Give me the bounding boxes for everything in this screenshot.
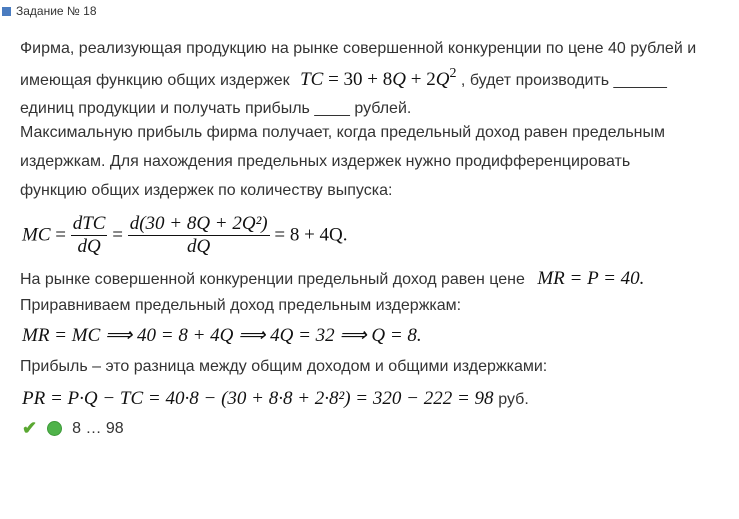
mr-equals-p: MR = P = 40. bbox=[537, 268, 645, 289]
problem-line-3: единиц продукции и получать прибыль ____ рублей. bbox=[20, 100, 412, 117]
tc-power: 2 bbox=[449, 66, 457, 81]
problem-line-1: Фирма, реализующая продукцию на рынке совершенной конкуренции по цене 40 рублей и bbox=[20, 40, 697, 57]
mc-num-2: d(30 + 8Q + 2Q²) bbox=[129, 213, 268, 234]
mc-den-2: dQ bbox=[187, 236, 211, 257]
mc-result: = 8 + 4Q. bbox=[274, 224, 348, 246]
answer-row bbox=[22, 418, 124, 439]
solution-line-4 bbox=[20, 268, 644, 290]
mc-fraction-2 bbox=[128, 213, 270, 258]
task-title: Задание № 18 bbox=[16, 4, 97, 18]
tc-formula bbox=[300, 66, 461, 90]
solution-line-2: издержкам. Для нахождения предельных издержек нужно продифференцировать bbox=[20, 153, 631, 170]
solution-line-1: Максимальную прибыль фирма получает, когда предельный доход равен предельным bbox=[20, 124, 665, 141]
solution-line-5: Приравниваем предельный доход предельным издержкам: bbox=[20, 297, 462, 314]
equilibrium-equation: MR = MC ⟹ 40 = 8 + 4Q ⟹ 4Q = 32 ⟹ Q = 8. bbox=[22, 325, 422, 346]
profit-formula: PR = P·Q − TC = 40·8 − (30 + 8·8 + 2·8²) = 320 − 222 = 98 bbox=[22, 388, 494, 409]
tc-q2: Q bbox=[435, 69, 450, 90]
mc-fraction-1 bbox=[71, 213, 108, 258]
tc-plus: + 2 bbox=[406, 69, 436, 90]
mc-num-1: dTC bbox=[72, 213, 106, 234]
mc-den-1: dQ bbox=[77, 236, 101, 257]
problem-line-2 bbox=[20, 66, 667, 91]
task-marker-icon bbox=[2, 7, 11, 16]
answer-value: 8 … 98 bbox=[72, 419, 124, 437]
tc-const: = 30 + 8 bbox=[323, 69, 393, 90]
solution-line-6: Прибыль – это разница между общим доходом и общими издержками: bbox=[20, 358, 548, 375]
profit-unit: руб. bbox=[498, 391, 529, 408]
profit-formula-line bbox=[22, 388, 529, 410]
mc-symbol: MC bbox=[22, 224, 51, 246]
task-header bbox=[2, 4, 97, 18]
solution-line-4-text: На рынке совершенной конкуренции предельный доход равен цене bbox=[20, 271, 525, 288]
checkmark-icon: ✔ bbox=[22, 418, 38, 438]
mc-formula: MC = $\frac{\text{dTC}}{dQ}$ = $\frac{\text{d(30 + 8Q + 2Q²)}}{dQ}$ = 8 + 4Q. bbox=[22, 213, 348, 257]
tc-q1: Q bbox=[392, 69, 407, 90]
tc-symbol: TC bbox=[300, 69, 324, 90]
radio-selected-icon[interactable] bbox=[47, 421, 62, 436]
solution-line-3: функцию общих издержек по количеству выпуска: bbox=[20, 182, 393, 199]
problem-line-2-text: имеющая функцию общих издержек bbox=[20, 72, 290, 89]
problem-line-2-end: , будет производить ______ bbox=[460, 72, 667, 89]
